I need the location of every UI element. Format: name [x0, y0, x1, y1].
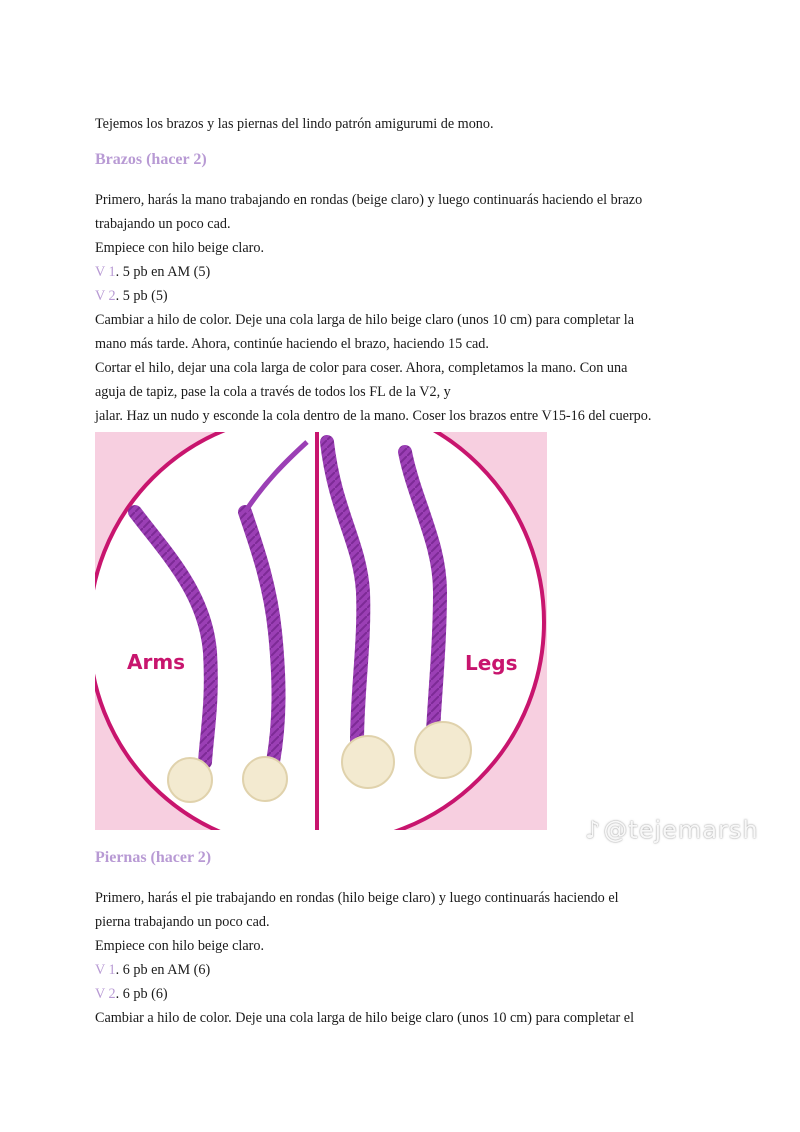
arms-line-2: trabajando un poco cad.	[95, 216, 231, 232]
arm-hand-2	[243, 757, 287, 801]
leg-foot-2	[415, 722, 471, 778]
arms-after-2: mano más tarde. Ahora, continúe haciendo el brazo, haciendo 15 cad.	[95, 336, 489, 352]
arms-round-2	[95, 284, 707, 308]
arms-heading: Brazos (hacer 2)	[95, 151, 207, 168]
round-prefix: V 1	[95, 962, 116, 978]
legs-round-2	[95, 982, 707, 1006]
legs-section	[95, 846, 707, 1030]
legs-line-2: pierna trabajando un poco cad.	[95, 914, 270, 930]
legs-label: Legs	[465, 651, 518, 675]
arms-line-3: Empiece con hilo beige claro.	[95, 240, 264, 256]
legs-heading: Piernas (hacer 2)	[95, 849, 212, 866]
photo-illustration	[95, 432, 547, 830]
legs-line-3: Empiece con hilo beige claro.	[95, 938, 264, 954]
arms-after-4: aguja de tapiz, pase la cola a través de todos los FL de la V2, y	[95, 384, 451, 400]
round-text: . 6 pb (6)	[115, 986, 168, 1002]
round-text: . 5 pb en AM (5)	[115, 264, 211, 280]
intro-text: Tejemos los brazos y las piernas del lindo patrón amigurumi de mono.	[95, 116, 494, 132]
round-prefix: V 2	[95, 986, 116, 1002]
leg-foot-1	[342, 736, 394, 788]
arms-round-1	[95, 260, 707, 284]
legs-round-1	[95, 958, 707, 982]
arms-section	[95, 112, 707, 428]
round-prefix: V 1	[95, 264, 116, 280]
arms-legs-photo	[95, 432, 547, 830]
arms-line-1: Primero, harás la mano trabajando en rondas (beige claro) y luego continuarás haciendo el brazo	[95, 192, 643, 208]
round-text: . 5 pb (5)	[115, 288, 168, 304]
arm-hand-1	[168, 758, 212, 802]
round-text: . 6 pb en AM (6)	[115, 962, 211, 978]
watermark-text: @tejemarsh	[603, 816, 759, 844]
legs-line-1: Primero, harás el pie trabajando en rondas (hilo beige claro) y luego continuarás haciendo el	[95, 890, 619, 906]
round-prefix: V 2	[95, 288, 116, 304]
tiktok-watermark	[585, 816, 759, 844]
tiktok-icon: ♪	[585, 816, 602, 844]
arms-after-1: Cambiar a hilo de color. Deje una cola larga de hilo beige claro (unos 10 cm) para completar la	[95, 312, 635, 328]
legs-after-1: Cambiar a hilo de color. Deje una cola larga de hilo beige claro (unos 10 cm) para completar el	[95, 1010, 635, 1026]
arms-label: Arms	[127, 650, 186, 674]
arms-after-3: Cortar el hilo, dejar una cola larga de color para coser. Ahora, completamos la mano. Con una	[95, 360, 628, 376]
arms-after-5: jalar. Haz un nudo y esconde la cola dentro de la mano. Coser los brazos entre V15-16 del cuerpo.	[95, 408, 652, 424]
